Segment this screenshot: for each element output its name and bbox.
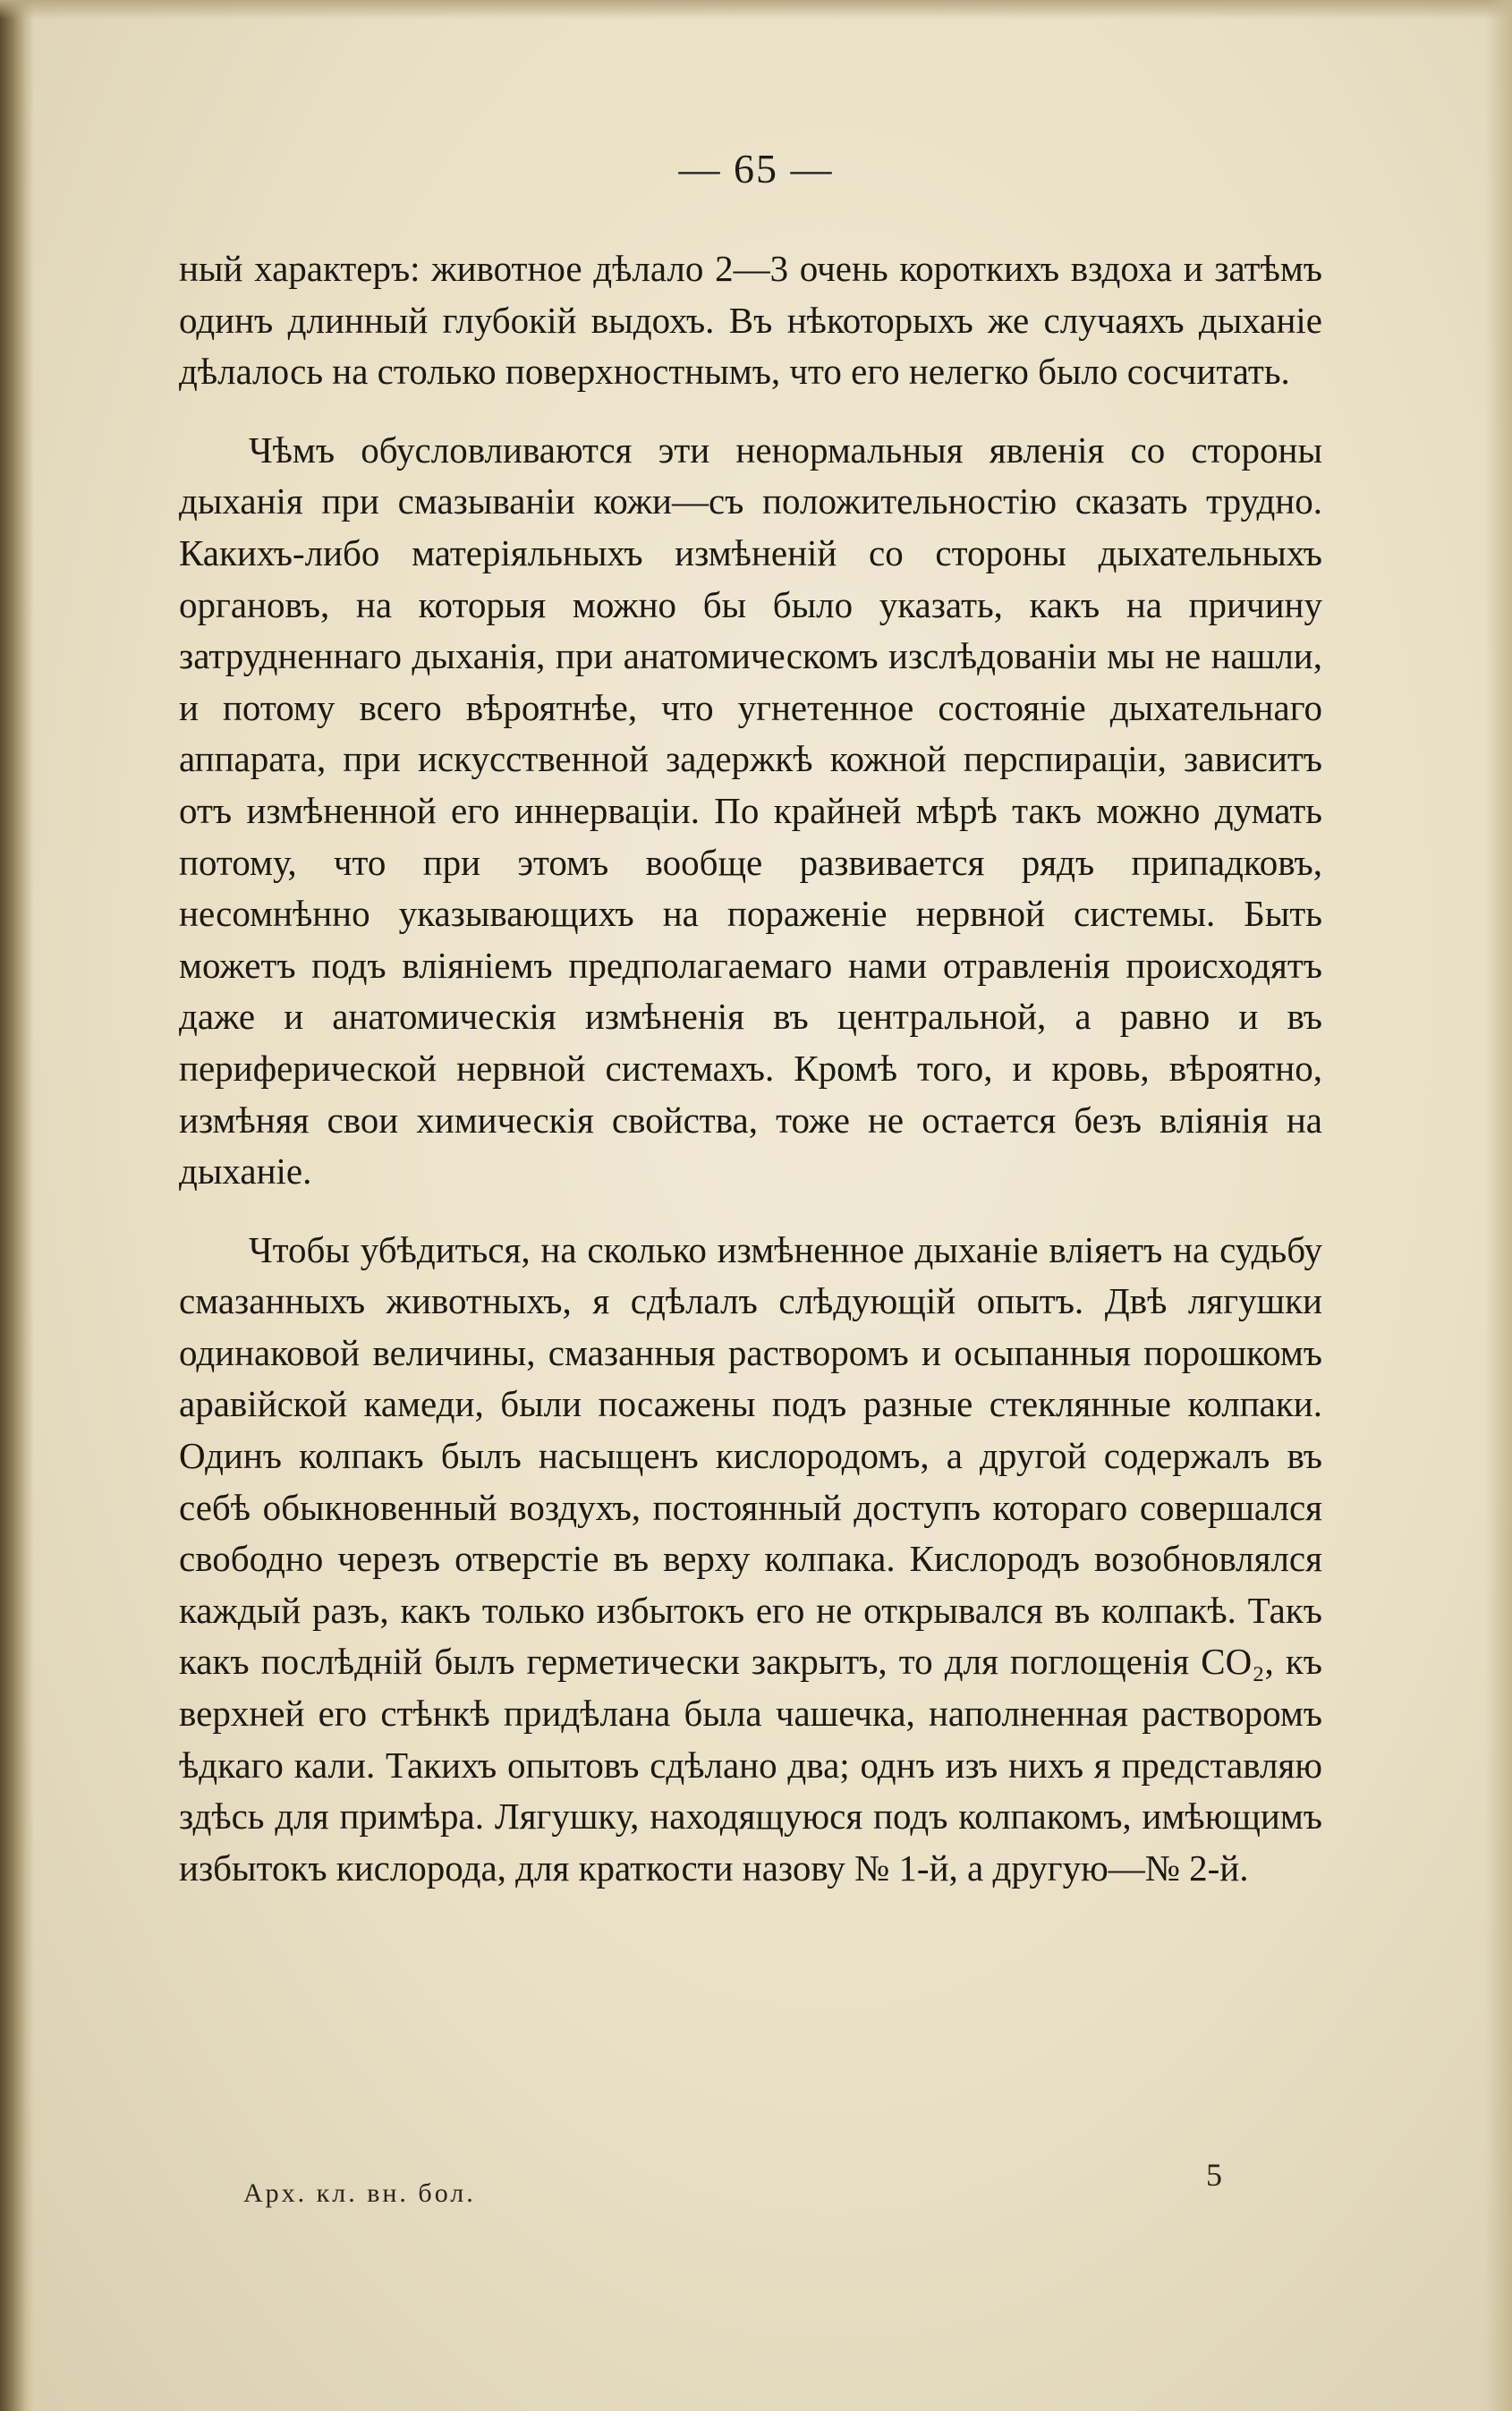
body-text — [179, 243, 1322, 1894]
page-number-header: — 65 — — [678, 146, 834, 191]
journal-signature: Арх. кл. вн. бол. — [243, 2178, 476, 2208]
paragraph-continuation: ный характеръ: животное дѣлало 2—3 очень короткихъ вздоха и затѣмъ одинъ длинный глубокій выдохъ. Въ нѣкоторыхъ же случаяхъ дыханіе дѣлалось на столько поверхностнымъ, что его нелегко было сосчитать. — [179, 248, 1322, 393]
page-right-edge — [1485, 0, 1512, 2411]
sheet-number: 5 — [1206, 2157, 1222, 2193]
paragraph-frog-experiment: Чтобы убѣдиться, на сколько измѣненное дыханіе вліяетъ на судьбу смазанныхъ животныхъ, я сдѣлалъ слѣдующій опытъ. Двѣ лягушки одинаковой величины, смазанныя растворомъ и осыпанныя порошкомъ аравійской камеди, были посажены подъ разные стеклянные колпаки. Одинъ колпакъ былъ насыщенъ кислородомъ, а другой содержалъ въ себѣ обыкновенный воздухъ, постоянный доступъ котораго совершался свободно черезъ отверстіе въ верху колпака. Кислородъ возобновлялся каждый разъ, какъ только избытокъ его не открывался въ колпакѣ. Такъ какъ послѣдній былъ герметически закрытъ, то для поглощенія CO₂, къ верхней его стѣнкѣ придѣлана была чашечка, наполненная растворомъ ѣдкаго кали. Такихъ опытовъ сдѣлано два; однъ изъ нихъ я представляю здѣсь для примѣра. Лягушку, находящуюся подъ колпакомъ, имѣющимъ избытокъ кислорода, для краткости назову № 1-й, а другую—№ 2-й. — [179, 1228, 1322, 1889]
paragraph-respiration-causes: Чѣмъ обусловливаются эти ненормальныя явленія со стороны дыханія при смазываніи кожи—съ положительностію сказать трудно. Какихъ-либо матеріяльныхъ измѣненій со стороны дыхательныхъ органовъ, на которыя можно бы было указать, какъ на причину затрудненнаго дыханія, при анатомическомъ изслѣдованіи мы не нашли, и потому всего вѣроятнѣе, что угнетенное состояніе дыхательнаго аппарата, при искусственной задержкѣ кожной перспираціи, зависитъ отъ измѣненной его иннерваціи. По крайней мѣрѣ такъ можно думать потому, что при этомъ вообще развивается рядъ припадковъ, несомнѣнно указывающихъ на пораженіе нервной системы. Быть можетъ подъ вліяніемъ предполагаемаго нами отравленія происходятъ даже и анатомическія измѣненія въ центральной, а равно и въ периферической нервной системахъ. Кромѣ того, и кровь, вѣроятно, измѣняя свои химическія свойства, тоже не остается безъ вліянія на дыханіе. — [179, 429, 1322, 1193]
page-top-edge — [0, 0, 1512, 20]
binding-shadow — [0, 0, 34, 2411]
